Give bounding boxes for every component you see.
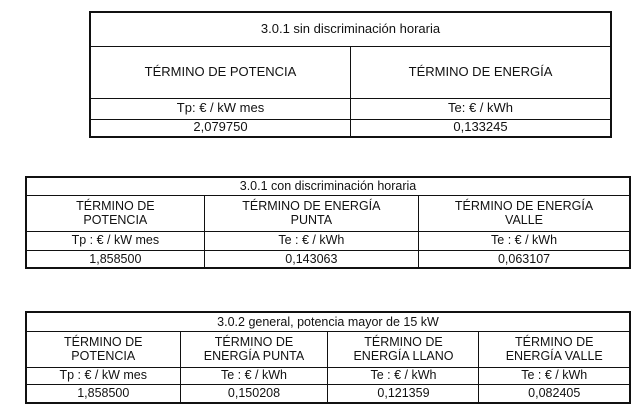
value-energia-valle: 0,082405 <box>479 384 630 403</box>
value-energia-valle: 0,063107 <box>419 250 630 268</box>
header-line: ENERGÍA LLANO <box>353 349 454 363</box>
header-line: TÉRMINO DE <box>364 334 443 349</box>
header-line: ENERGÍA VALLE <box>505 349 603 363</box>
header-line: ENERGÍA PUNTA <box>203 349 305 363</box>
unit-energia-valle: Te : € / kWh <box>479 367 630 384</box>
header-termino-energia-llano <box>328 331 479 367</box>
header-termino-energia: TÉRMINO DE ENERGÍA <box>351 46 612 98</box>
tariff-table-3-0-1-sin-discriminacion <box>89 11 612 138</box>
value-energia: 0,133245 <box>351 119 612 137</box>
table-title: 3.0.2 general, potencia mayor de 15 kW <box>26 312 630 331</box>
value-energia-llano: 0,121359 <box>328 384 479 403</box>
value-energia-punta: 0,143063 <box>204 250 418 268</box>
tariff-table-3-0-2-general <box>25 311 631 404</box>
header-line: TÉRMINO DE ENERGÍA <box>242 198 381 213</box>
tariff-table-3-0-1-con-discriminacion <box>25 176 631 269</box>
table-title: 3.0.1 sin discriminación horaria <box>90 12 611 46</box>
header-line: TÉRMINO DE ENERGÍA <box>454 198 594 213</box>
unit-energia-punta: Te : € / kWh <box>204 231 418 250</box>
header-line: TÉRMINO DE <box>76 198 155 213</box>
unit-energia: Te: € / kWh <box>351 98 612 119</box>
header-termino-energia-valle <box>479 331 630 367</box>
header-line: TÉRMINO DE <box>64 334 143 349</box>
header-termino-potencia <box>26 195 204 231</box>
header-line: TÉRMINO DE <box>515 334 594 349</box>
header-termino-energia-valle <box>419 195 630 231</box>
header-termino-energia-punta <box>180 331 328 367</box>
header-termino-potencia <box>26 331 180 367</box>
unit-potencia: Tp : € / kW mes <box>26 231 204 250</box>
header-termino-potencia: TÉRMINO DE POTENCIA <box>90 46 351 98</box>
header-termino-energia-punta <box>204 195 418 231</box>
header-line: VALLE <box>505 213 544 227</box>
value-potencia: 1,858500 <box>26 250 204 268</box>
header-line: PUNTA <box>290 213 333 227</box>
value-potencia: 2,079750 <box>90 119 351 137</box>
unit-energia-punta: Te : € / kWh <box>180 367 328 384</box>
value-potencia: 1,858500 <box>26 384 180 403</box>
header-line: POTENCIA <box>71 349 136 363</box>
unit-potencia: Tp : € / kW mes <box>26 367 180 384</box>
header-line: TÉRMINO DE <box>214 334 294 349</box>
header-line: POTENCIA <box>83 213 148 227</box>
unit-energia-llano: Te : € / kWh <box>328 367 479 384</box>
unit-energia-valle: Te : € / kWh <box>419 231 630 250</box>
unit-potencia: Tp: € / kW mes <box>90 98 351 119</box>
value-energia-punta: 0,150208 <box>180 384 328 403</box>
table-title: 3.0.1 con discriminación horaria <box>26 177 630 195</box>
